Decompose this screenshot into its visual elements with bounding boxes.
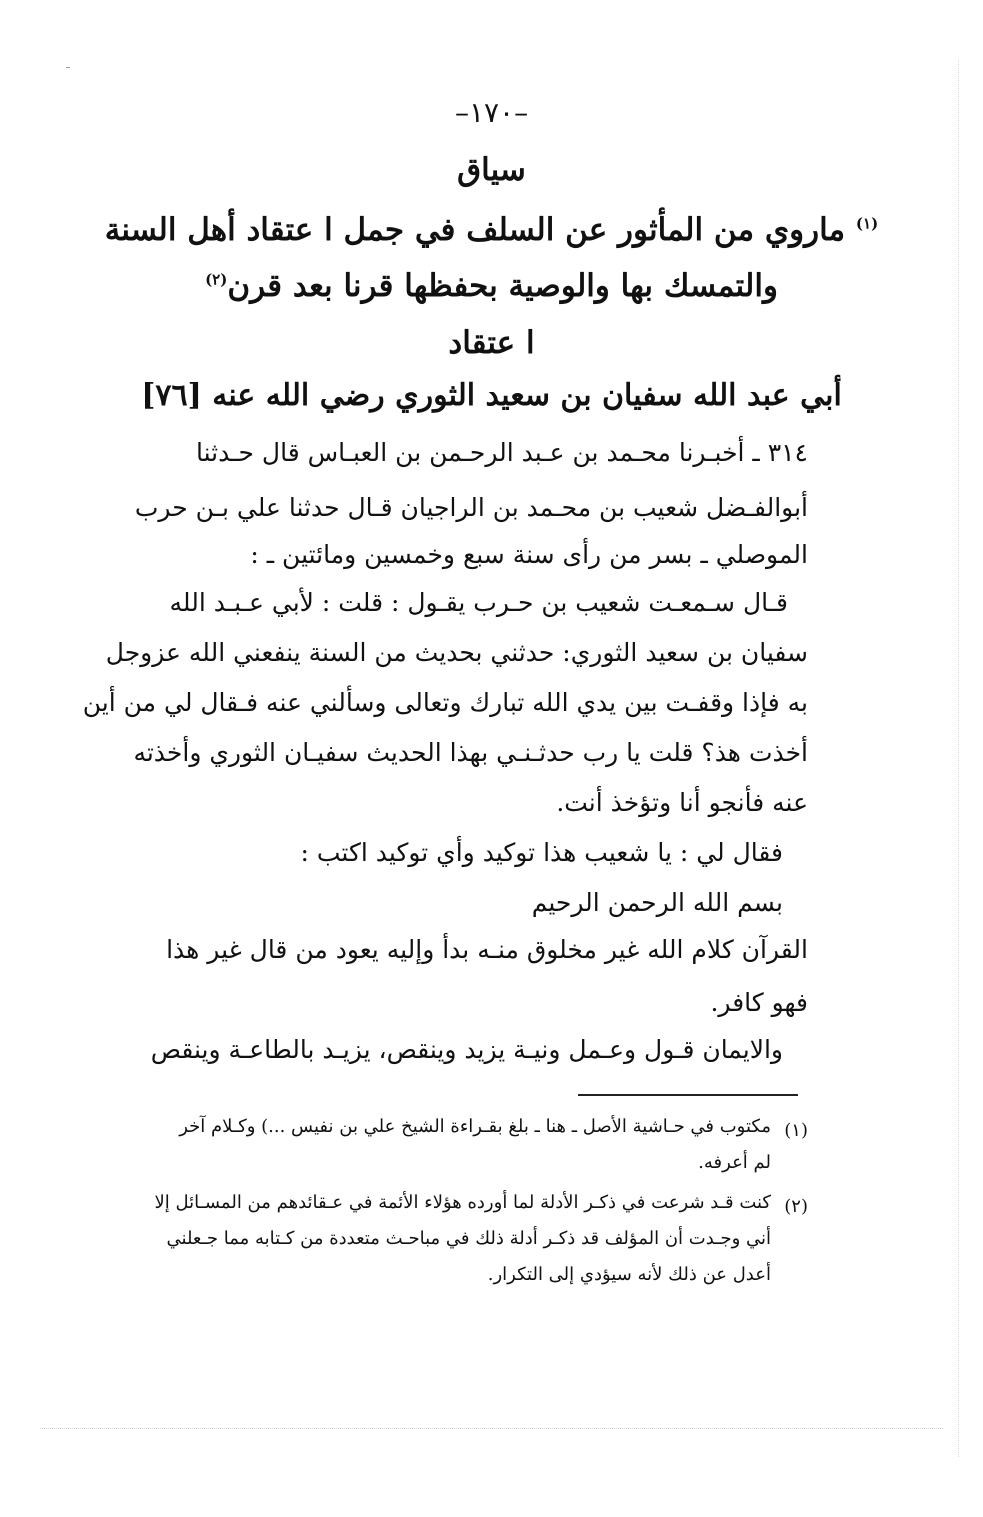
footnote-1-line-1: مكتوب في حـاشية الأصل ـ هنا ـ بلغ بقـراءة الشيخ علي بن نفيس ...) وكـلام آخر (179, 1116, 771, 1137)
body-line-5: سفيان بن سعيد الثوري: حدثني بحديث من السنة ينفعني الله عزوجل (105, 638, 808, 667)
footnote-ref-2: (٢) (205, 270, 228, 289)
body-line-2: أبوالفـضل شعيب بن محـمد بن الراجيان قـال حدثنا علي بـن حرب (134, 493, 808, 522)
footnote-separator (578, 1094, 798, 1096)
body-line-3: الموصلي ـ بسر من رأى سنة سبع وخمسين ومائتين ـ : (250, 540, 808, 569)
body-line-9: فقال لي : يا شعيب هذا توكيد وأي توكيد اكتب : (300, 838, 783, 867)
body-line-1: ٣١٤ ـ أخبـرنا محـمد بن عـبد الرحـمن بن العبـاس قال حـدثنا (195, 438, 808, 467)
body-line-10: بسم الله الرحمن الرحيم (531, 888, 783, 917)
heading-abi-abdullah: أبي عبد الله سفيان بن سعيد الثوري رضي الله عنه [٧٦] (141, 378, 842, 413)
heading-title-line2-text: والتمسك بها والوصية بحفظها قرنا بعد قرن (227, 268, 778, 304)
footnote-2-line-1: كنت قـد شرعت في ذكـر الأدلة لما أورده هؤلاء الأئمة في عـقائدهم من المسـائل إلا (154, 1192, 771, 1213)
body-line-11: القرآن كلام الله غير مخلوق منـه بدأ وإليه يعود من قال غير هذا (166, 935, 808, 964)
footnote-ref-1: (١) (855, 214, 879, 233)
body-line-4: قـال سـمعـت شعيب بن حـرب يقـول : قلت : لأبي عـبـد الله (169, 588, 788, 617)
scan-edge-bottom (40, 1428, 943, 1429)
page-number: –١٧٠– (454, 96, 529, 129)
heading-siyaq: سياق (457, 152, 526, 188)
body-line-8: عنه فأنجو أنا وتؤخذ أنت. (556, 788, 808, 817)
footnote-1-line-2: لم أعرفه. (698, 1152, 771, 1173)
footnote-1-marker: (١) (784, 1120, 808, 1141)
body-line-12: فهو كافر. (710, 988, 808, 1017)
heading-title-line1-text: ماروي من المأثور عن السلف في جمل ا عتقاد أهل السنة (104, 212, 846, 248)
body-line-7: أخذت هذ؟ قلت يا رب حدثـنـي بهذا الحديث سفيـان الثوري وأخذته (133, 738, 808, 767)
scan-speck (66, 67, 70, 68)
footnote-2-line-2: أني وجـدت أن المؤلف قد ذكـر أدلة ذلك في مباحـث متعددة من كـتابه مما جـعلني (166, 1228, 771, 1249)
heading-title-line1 (0, 212, 983, 248)
body-line-13: والايمان قـول وعـمل ونيـة يزيد وينقص، يزيـد بالطاعـة وينقص (150, 1035, 783, 1064)
heading-title-line2 (0, 268, 983, 304)
footnote-2-marker: (٢) (784, 1196, 808, 1217)
body-line-6: به فإذا وقفـت بين يدي الله تبارك وتعالى وسألني عنه فـقال لي من أين (82, 688, 808, 717)
heading-itiqad: ا عتقاد (448, 325, 535, 361)
footnote-2-line-3: أعدل عن ذلك لأنه سيؤدي إلى التكرار. (487, 1264, 771, 1285)
